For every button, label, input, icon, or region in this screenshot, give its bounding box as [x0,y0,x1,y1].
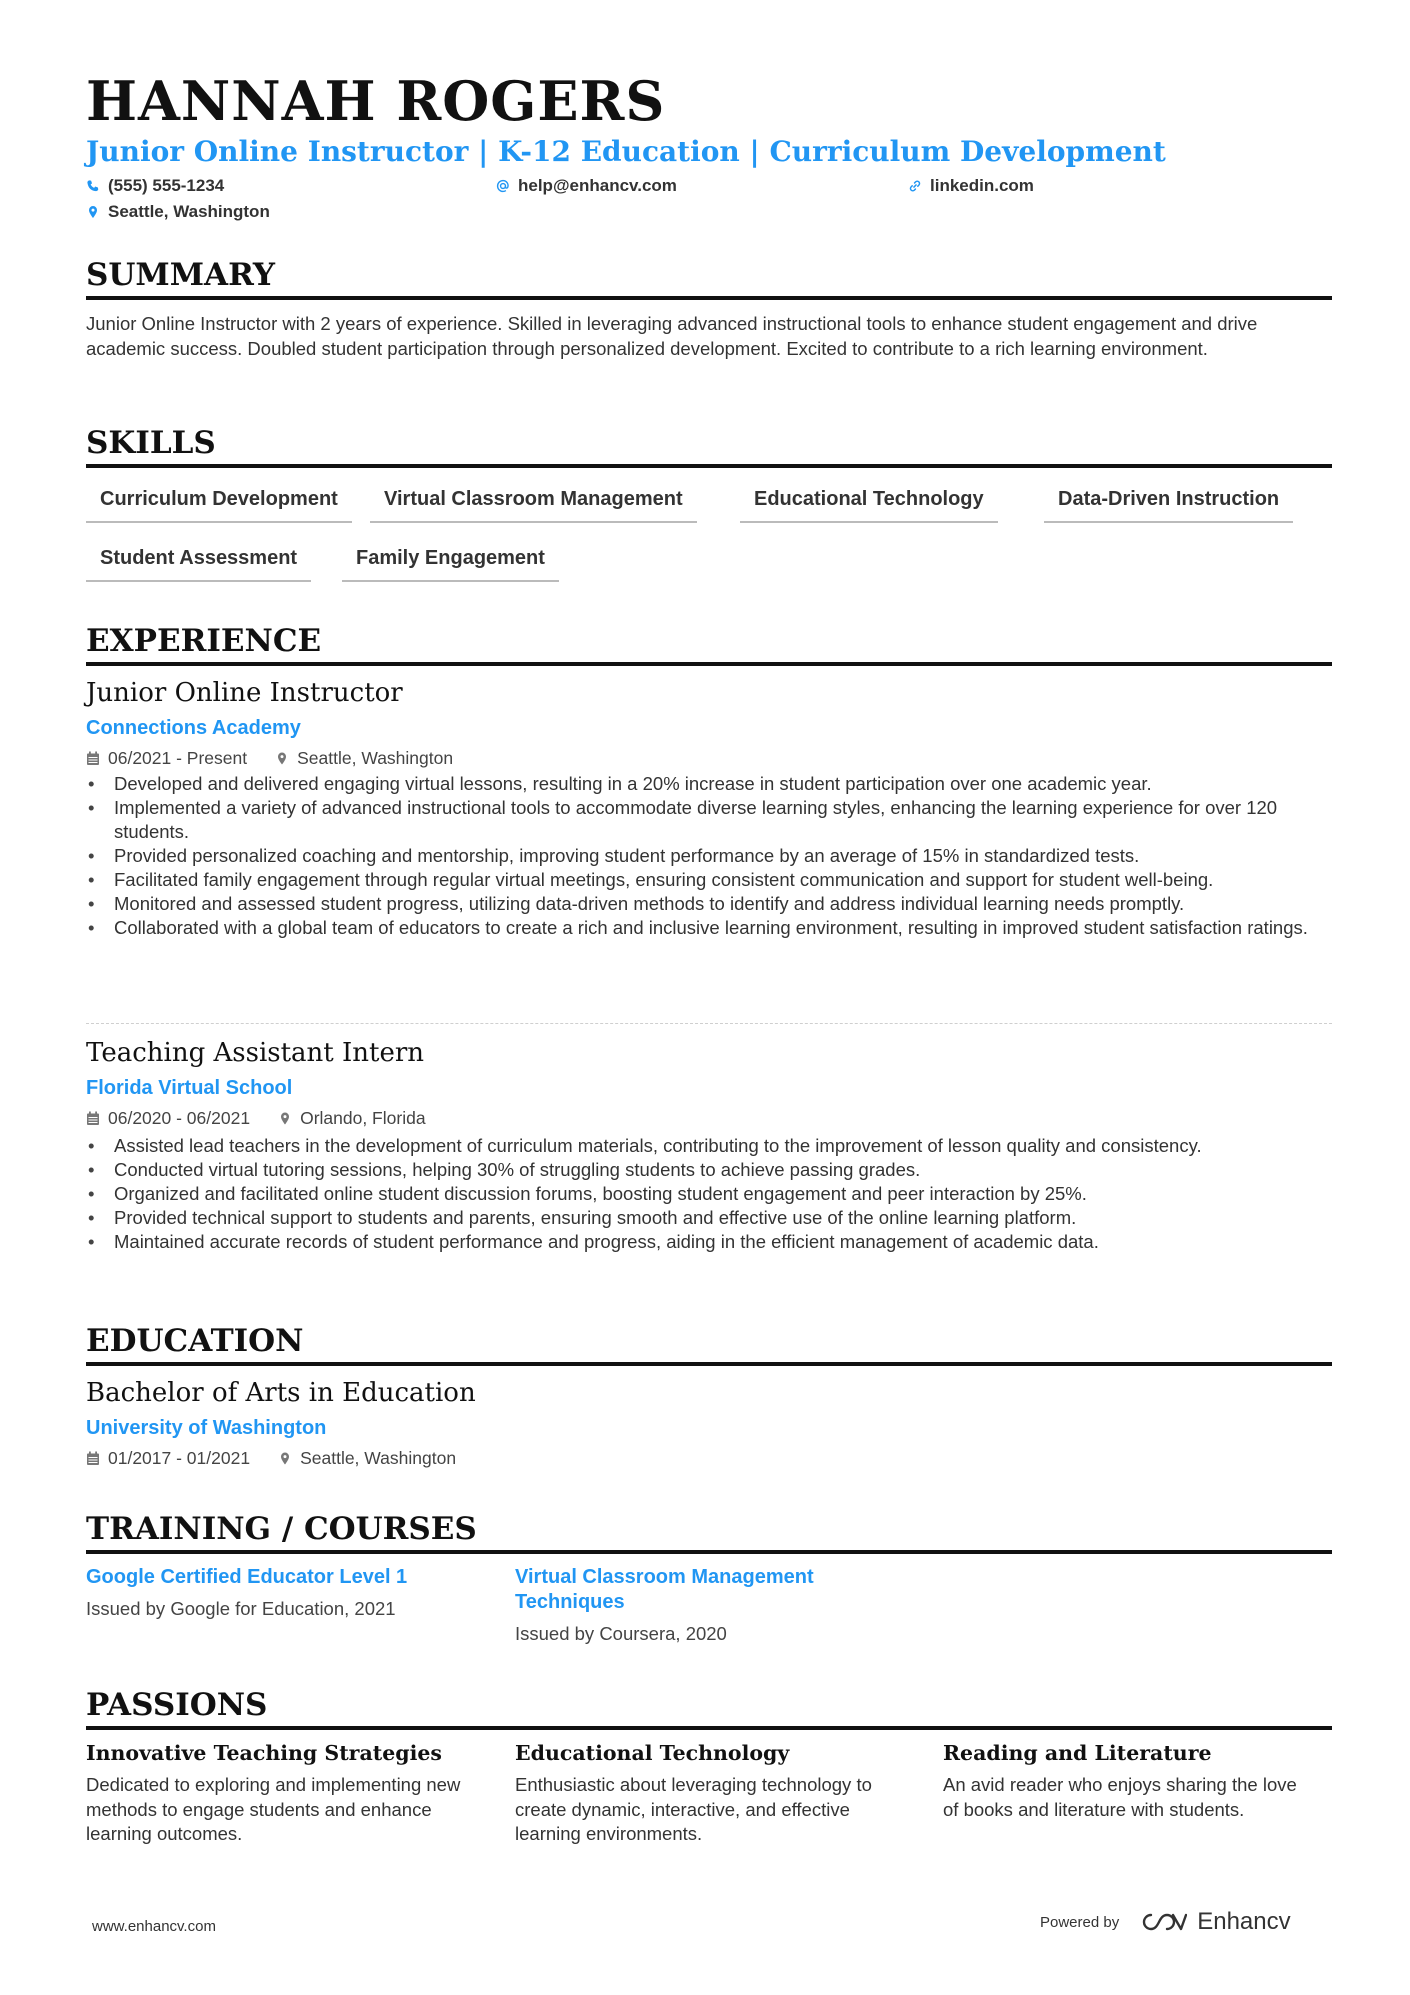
phone-icon [86,179,100,193]
job-location: Orlando, Florida [300,1108,426,1128]
skill-tag: Virtual Classroom Management [370,488,697,523]
skills-heading: SKILLS [86,426,1332,468]
company-name: Connections Academy [86,717,301,739]
list-item: • Conducted virtual tutoring sessions, helping 30% of struggling students to achieve passing grades. [86,1158,1332,1182]
list-item: • Assisted lead teachers in the development of curriculum materials, contributing to the improvement of lesson quality and consistency. [86,1134,1332,1158]
job-title: Teaching Assistant Intern [86,1038,425,1068]
calendar-icon [86,1451,100,1466]
job-divider [86,1023,1332,1024]
list-item: • Organized and facilitated online student discussion forums, boosting student engagement and peer interaction by 25%. [86,1182,1332,1206]
calendar-icon [86,751,100,766]
skill-tag: Educational Technology [740,488,998,523]
candidate-headline: Junior Online Instructor | K-12 Education | Curriculum Development [86,135,1166,168]
location-pin-icon [275,751,289,766]
school-name: University of Washington [86,1417,327,1439]
footer-branding [1040,1908,1291,1936]
job-meta [86,748,481,769]
passion-description: Dedicated to exploring and implementing new methods to engage students and enhance learning outcomes. [86,1774,461,1844]
list-item: • Facilitated family engagement through regular virtual meetings, ensuring consistent communication and support for student well-being. [86,868,1332,892]
email-text: help@enhancv.com [518,176,677,195]
job-meta [86,1108,454,1129]
calendar-icon [86,1111,100,1126]
course-issuer: Issued by Coursera, 2020 [515,1623,727,1644]
link-icon [908,179,922,193]
contact-linkedin[interactable] [908,176,1034,196]
skill-tag: Curriculum Development [86,488,352,523]
list-item: • Monitored and assessed student progress, utilizing data-driven methods to identify and address individual learning needs promptly. [86,892,1332,916]
education-heading: EDUCATION [86,1324,1332,1366]
footer-website[interactable]: www.enhancv.com [92,1918,216,1935]
list-item: • Developed and delivered engaging virtual lessons, resulting in a 20% increase in student participation over one academic year. [86,772,1332,796]
degree-title: Bachelor of Arts in Education [86,1378,476,1408]
list-item: • Provided technical support to students and parents, ensuring smooth and effective use of the online learning platform. [86,1206,1332,1230]
job-bullets [86,1134,1332,1254]
job-dates: 06/2020 - 06/2021 [108,1108,251,1128]
passion-title: Educational Technology [515,1741,790,1765]
job-title: Junior Online Instructor [86,678,403,708]
passion-title: Reading and Literature [943,1741,1212,1765]
list-item: • Implemented a variety of advanced instructional tools to accommodate diverse learning styles, enhancing the learning experience for over 120 students. [86,796,1332,844]
candidate-name: HANNAH ROGERS [86,69,666,133]
job-location: Seattle, Washington [297,748,454,768]
education-location: Seattle, Washington [300,1448,457,1468]
job-bullets [86,772,1332,940]
course-issuer: Issued by Google for Education, 2021 [86,1598,396,1619]
brand-name: Enhancv [1197,1908,1291,1935]
location-pin-icon [86,205,100,219]
course-title: Google Certified Educator Level 1 [86,1566,408,1588]
company-name: Florida Virtual School [86,1077,293,1099]
skill-tag: Family Engagement [342,547,559,582]
at-sign-icon [496,179,510,193]
experience-heading: EXPERIENCE [86,624,1332,666]
enhancv-logo-icon [1141,1911,1187,1933]
job-dates: 06/2021 - Present [108,748,248,768]
skill-tag: Student Assessment [86,547,311,582]
contact-location [86,202,270,222]
passion-title: Innovative Teaching Strategies [86,1741,442,1765]
training-heading: TRAINING / COURSES [86,1512,1332,1554]
powered-by-label: Powered by [1040,1913,1120,1931]
passion-description: Enthusiastic about leveraging technology to create dynamic, interactive, and effective learning environments. [515,1774,872,1844]
summary-text: Junior Online Instructor with 2 years of experience. Skilled in leveraging advanced instructional tools to enhance student engagement and drive academic success. Doubled student participation through personalized development. Excited to contribute to a rich learning environment. [86,313,1258,359]
course-title: Virtual Classroom Management Techniques [515,1566,814,1613]
list-item: • Collaborated with a global team of educators to create a rich and inclusive learning environment, resulting in improved student satisfaction ratings. [86,916,1332,940]
linkedin-text: linkedin.com [930,176,1034,195]
list-item: • Provided personalized coaching and mentorship, improving student performance by an average of 15% in standardized tests. [86,844,1332,868]
passions-heading: PASSIONS [86,1688,1332,1730]
education-dates: 01/2017 - 01/2021 [108,1448,251,1468]
passion-description: An avid reader who enjoys sharing the love of books and literature with students. [943,1774,1297,1820]
list-item: • Maintained accurate records of student performance and progress, aiding in the efficient management of academic data. [86,1230,1332,1254]
contact-email[interactable] [496,176,677,196]
location-pin-icon [278,1111,292,1126]
phone-text: (555) 555-1234 [108,176,225,195]
summary-heading: SUMMARY [86,258,1332,300]
location-text: Seattle, Washington [108,202,270,221]
location-pin-icon [278,1451,292,1466]
skill-tag: Data-Driven Instruction [1044,488,1293,523]
education-meta [86,1448,484,1469]
contact-phone [86,176,224,196]
brand-logo[interactable] [1141,1908,1290,1936]
